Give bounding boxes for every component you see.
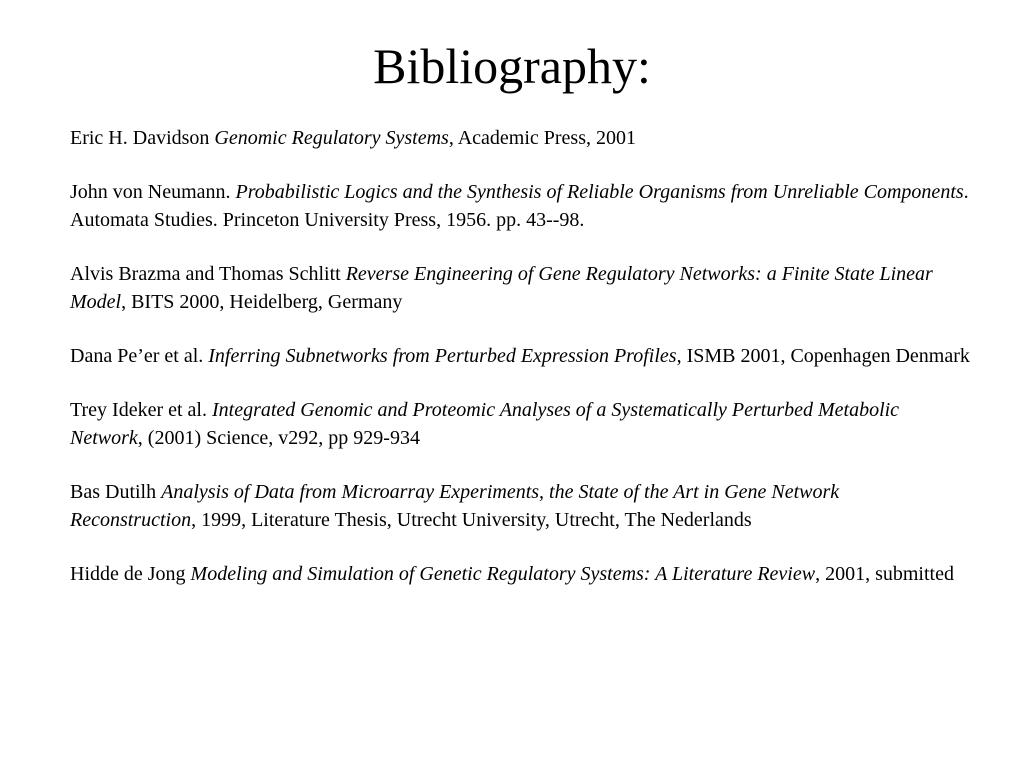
reference-authors: Alvis Brazma and Thomas Schlitt <box>70 263 346 285</box>
reference-details: . Automata Studies. Princeton University Press, 1956. pp. 43--98. <box>70 181 969 231</box>
reference-title: Modeling and Simulation of Genetic Regulatory Systems: A Literature Review <box>190 563 816 585</box>
reference-item <box>70 478 970 534</box>
reference-authors: Bas Dutilh <box>70 481 162 503</box>
reference-authors: John von Neumann. <box>70 181 236 203</box>
reference-authors: Trey Ideker et al. <box>70 399 212 421</box>
page-title: Bibliography: <box>373 38 651 94</box>
reference-authors: Eric H. Davidson <box>70 127 215 149</box>
reference-title: Probabilistic Logics and the Synthesis of Reliable Organisms from Unreliable Components <box>235 181 964 203</box>
reference-details: , ISMB 2001, Copenhagen Denmark <box>676 345 970 367</box>
reference-authors: Dana Pe’er et al. <box>70 345 209 367</box>
reference-title: Analysis of Data from Microarray Experiments, the State of the Art in Gene Network Reconstruction <box>70 481 840 531</box>
reference-item <box>70 396 970 452</box>
reference-item <box>70 260 970 316</box>
reference-title: Integrated Genomic and Proteomic Analyses of a Systematically Perturbed Metabolic Network <box>70 399 900 449</box>
reference-details: , 2001, submitted <box>815 563 954 585</box>
reference-title: Inferring Subnetworks from Perturbed Expression Profiles <box>208 345 677 367</box>
reference-item <box>70 124 970 152</box>
reference-details: , 1999, Literature Thesis, Utrecht University, Utrecht, The Nederlands <box>191 509 752 531</box>
reference-list <box>70 124 970 614</box>
reference-item <box>70 178 970 234</box>
reference-item <box>70 342 970 370</box>
reference-item <box>70 560 970 588</box>
reference-title: Reverse Engineering of Gene Regulatory Networks: a Finite State Linear Model <box>70 263 933 313</box>
reference-details: , Academic Press, 2001 <box>448 127 636 149</box>
reference-authors: Hidde de Jong <box>70 563 191 585</box>
reference-details: , (2001) Science, v292, pp 929-934 <box>137 427 420 449</box>
reference-details: , BITS 2000, Heidelberg, Germany <box>121 291 403 313</box>
reference-title: Genomic Regulatory Systems <box>214 127 449 149</box>
